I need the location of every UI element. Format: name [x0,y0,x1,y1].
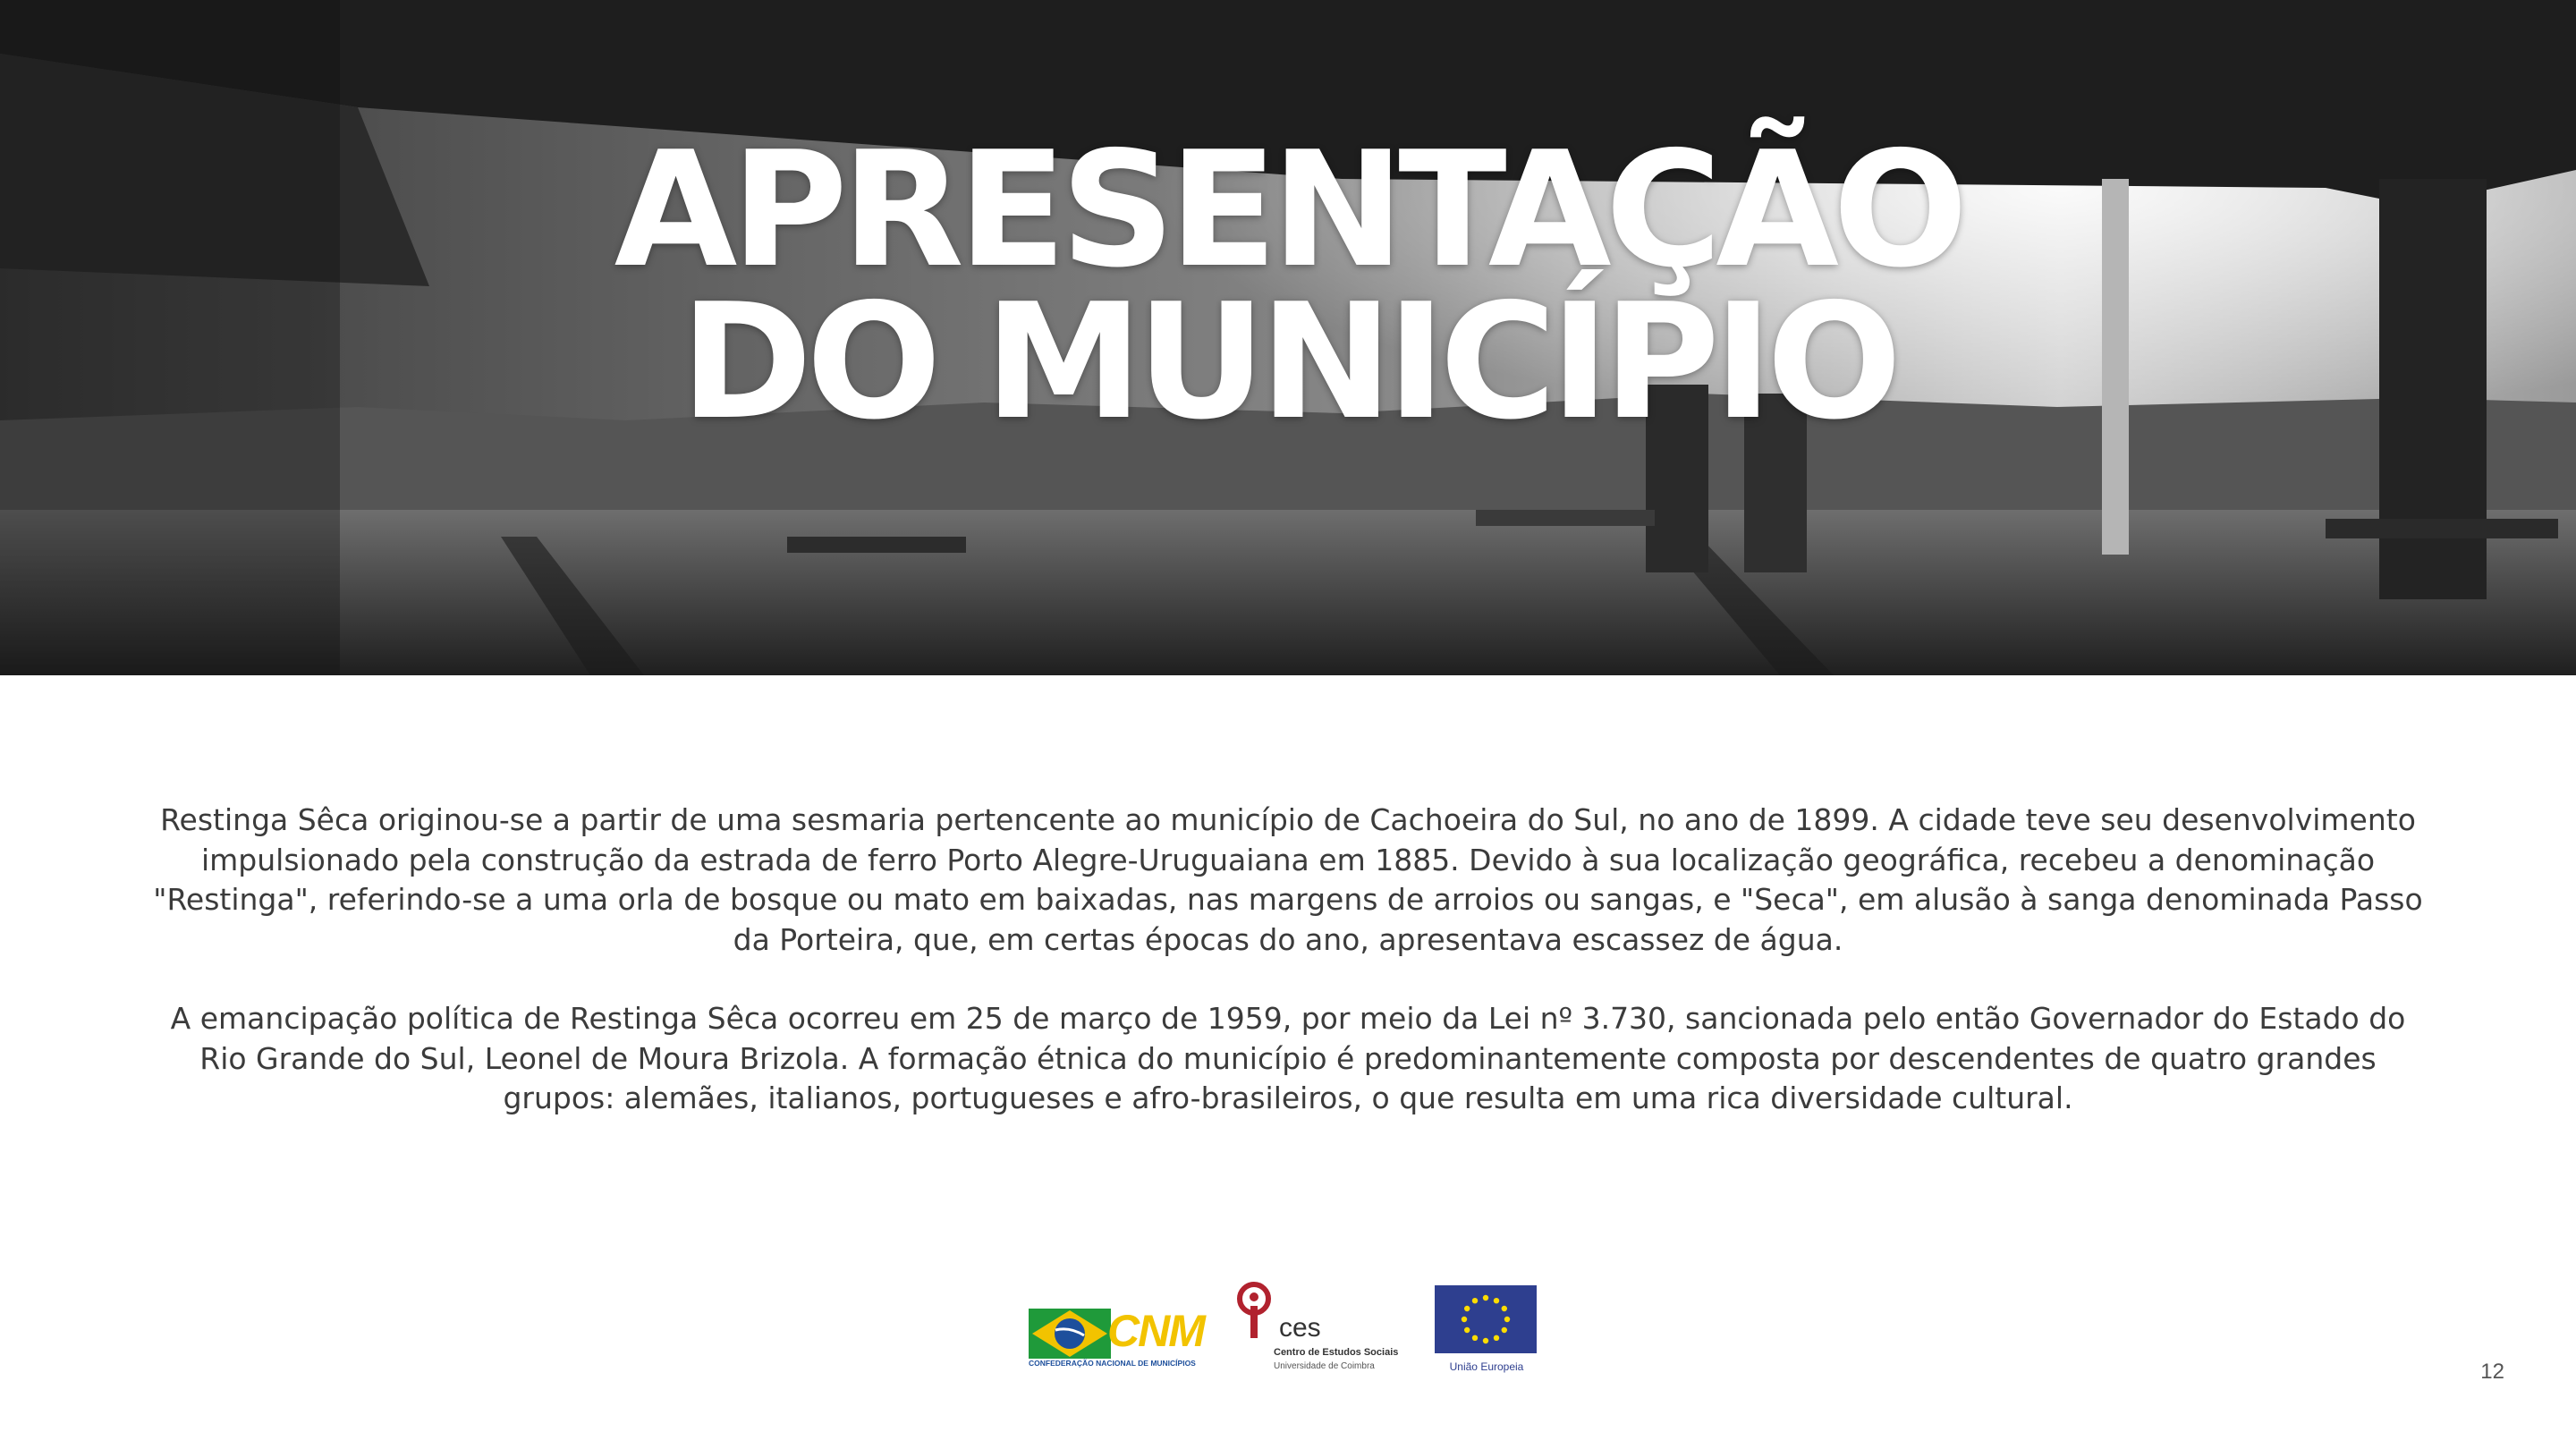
paragraph-history: Restinga Sêca originou-se a partir de uma sesmaria pertencente ao município de Cachoeira do Sul, no ano de 1899. A cidade teve seu desenvolvimento impulsionado pela construção da estrada de ferro Porto Alegre-Uruguaiana em 1885. Devido à sua localização geográfica, recebeu a denominação "Restinga", referindo-se a uma orla de bosque ou mato em baixadas, nas margens de arroios ou sangas, e "Seca", em alusão à sanga denominada Passo da Porteira, que, em certas épocas do ano, apresentava escassez de água. [153,802,2423,957]
eu-star-icon [1472,1298,1478,1303]
eu-star-icon [1483,1295,1488,1301]
title-line-1: APRESENTAÇÃO [614,117,1962,302]
eu-star-icon [1494,1298,1499,1303]
title-line-2: DO MUNICÍPIO [680,269,1896,454]
eu-star-icon [1502,1306,1507,1311]
page-title [0,117,2576,454]
body-text [143,801,2433,1158]
eu-star-icon [1483,1338,1488,1343]
eu-star-icon [1472,1335,1478,1341]
cnm-wordmark: CNM [1107,1306,1204,1356]
eu-star-icon [1464,1306,1470,1311]
eu-star-icon [1462,1317,1467,1322]
eu-star-icon [1502,1327,1507,1333]
page-number: 12 [2480,1360,2504,1384]
eu-star-icon [1464,1327,1470,1333]
ces-logo [1234,1279,1399,1373]
eu-star-icon [1494,1335,1499,1341]
paragraph-emancipation: A emancipação política de Restinga Sêca ocorreu em 25 de março de 1959, por meio da Lei nº 3.730, sancionada pelo então Governador do Estado do Rio Grande do Sul, Leonel de Moura Brizola. A formação étnica do município é predominantemente composta por descendentes de quatro grandes grupos: alemães, italianos, portugueses e afro-brasileiros, o que resulta em uma rica diversidade cultural. [170,1001,2406,1115]
brazil-flag-icon [1029,1300,1114,1364]
eu-logo [1433,1285,1540,1375]
eu-flag-icon [1435,1285,1537,1353]
eu-star-icon [1504,1317,1510,1322]
ces-symbol-icon [1234,1279,1277,1342]
eu-caption: União Europeia [1449,1360,1524,1373]
partner-logos [1029,1275,1547,1382]
cnm-caption: CONFEDERAÇÃO NACIONAL DE MUNICÍPIOS [1029,1359,1196,1368]
ces-caption-1: Centro de Estudos Sociais [1274,1347,1399,1358]
ces-wordmark: ces [1279,1313,1321,1343]
cnm-logo [1029,1292,1204,1373]
ces-caption-2: Universidade de Coimbra [1274,1361,1375,1371]
